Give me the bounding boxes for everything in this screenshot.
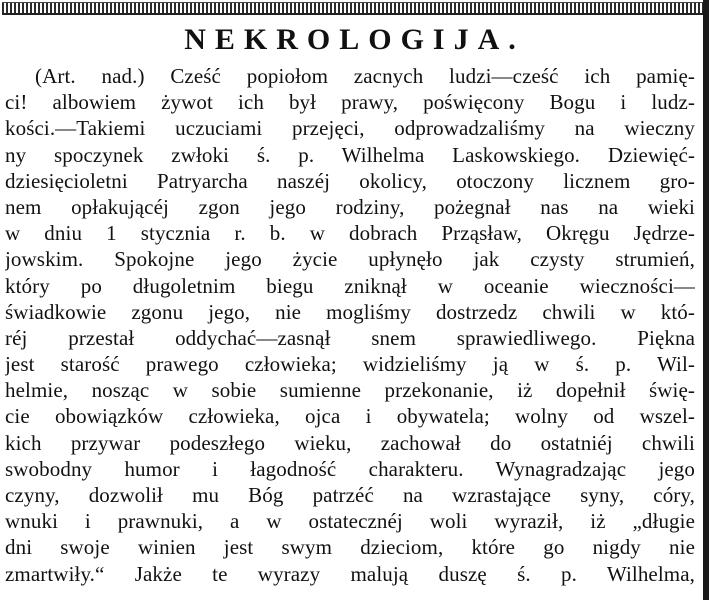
decorative-top-rule	[2, 2, 707, 15]
text-line: dni swoje winien jest swym dzieciom, które go nigdy nie	[5, 535, 695, 560]
text-line: czyny, dozwolił mu Bóg patrzéć na wzrastające syny, córy,	[5, 483, 695, 507]
text-line: w dniu 1 stycznia r. b. w dobrach Prząsław, Okręgu Jędrze-	[5, 221, 695, 246]
text-line: wnuki i prawnuki, a w ostatecznéj woli wyraził, iż „długie	[5, 509, 695, 534]
text-line: (Art. nad.) Cześć popiołom zacnych ludzi—cześć ich pamię-	[35, 64, 695, 88]
article-heading: NEKROLOGIJA.	[184, 23, 525, 56]
text-line: ci! albowiem żywot ich był prawy, poświęcony Bogu i ludz-	[5, 90, 695, 115]
text-line: ny spoczynek zwłoki ś. p. Wilhelma Laskowskiego. Dziewięć-	[5, 142, 695, 167]
page-edge-shadow	[703, 0, 709, 600]
text-line: zmartwiły.“ Jakże te wyrazy malują duszę ś. p. Wilhelma,	[5, 561, 695, 586]
text-line: kości.—Takiemi uczuciami przejęci, odprowadzaliśmy na wieczny	[5, 116, 695, 141]
article-body	[5, 63, 695, 587]
text-line: jest starość prawego człowieka; widzieliśmy ją w ś. p. Wil-	[5, 352, 695, 377]
text-line: który po długoletnim biegu zniknął w oceanie wieczności—	[5, 273, 695, 298]
text-line: swobodny humor i łagodność charakteru. Wynagradzając jego	[5, 456, 695, 481]
text-line: świadkowie zgonu jego, nie mogliśmy dostrzedz chwili w któ-	[5, 299, 695, 324]
text-line: réj przestał oddychać—zasnął snem sprawiedliwego. Piękna	[5, 325, 695, 350]
text-line: jowskim. Spokojne jego życie upłynęło jak czysty strumień,	[5, 247, 695, 272]
text-line: dziesięcioletni Patryarcha naszéj okolicy, otoczony licznem gro-	[5, 168, 695, 193]
text-line: kich przywar podeszłego wieku, zachował do ostatniéj chwili	[5, 430, 695, 455]
text-line: nem opłakującéj zgon jego rodziny, pożegnał nas na wieki	[5, 194, 695, 219]
text-line: helmie, nosząc w sobie sumienne przekonanie, iż dopełnił świę-	[5, 378, 695, 403]
text-line: cie obowiązków człowieka, ojca i obywatela; wolny od wszel-	[5, 404, 695, 429]
